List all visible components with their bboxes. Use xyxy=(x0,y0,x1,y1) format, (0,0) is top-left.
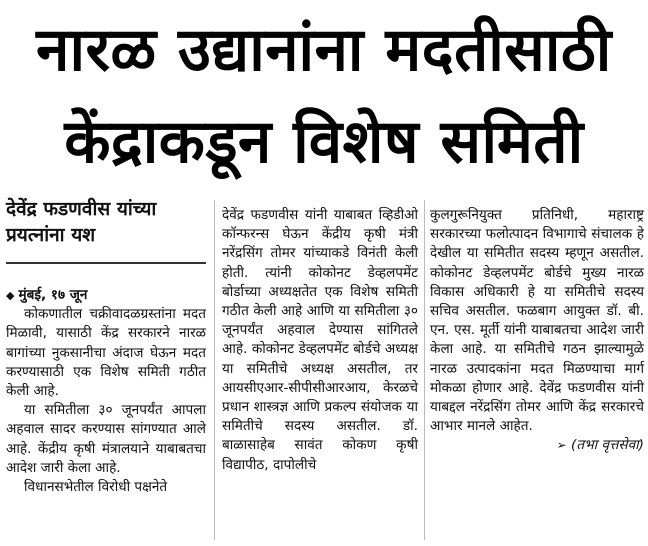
news-service-credit: (तभा वृत्तसेवा) xyxy=(571,437,644,454)
diamond-bullet-icon: ◆ xyxy=(6,289,15,302)
dateline: ◆ मुंबई, १७ जून xyxy=(6,287,88,303)
end-arrow-icon: ➢ xyxy=(556,438,567,453)
article-column-2 xyxy=(222,206,418,475)
paragraph: कोकणातील चक्रीवादळग्रस्तांना मदत मिळावी, यासाठी केंद्र सरकारने नारळ बागांच्या नुकसानीचा अंदाज घेऊन मदत करण्यासाठी एक विशेष समिती गठीत केली आहे. xyxy=(6,306,206,400)
paragraph: कुलगुरूनियुक्त प्रतिनिधी, महाराष्ट्र सरकारच्या फलोत्पादन विभागाचे संचालक हे देखील या समितीत सदस्य म्हणून असतील. कोकोनट डेव्हलपमेंट बोर्डचे मुख्य नारळ विकास अधिकारी हे या समितीचे सदस्य सचिव असतील. फळबाग आयुक्त डॉ. बी. एन. एस. मूर्ती यांनी याबाबतचा आदेश जारी केला आहे. या समितीचे गठन झाल्यामुळे नारळ उत्पादकांना मदत मिळण्याचा मार्ग मोकळा होणार आहे. देवेंद्र फडणवीस यांनी याबद्दल नरेंद्रसिंग तोमर आणि केंद्र सरकारचे आभार मानले आहेत. xyxy=(430,207,644,435)
column-divider-1 xyxy=(214,200,215,540)
headline-line-2: केंद्राकडून विशेष समिती xyxy=(64,107,584,177)
subheadline: देवेंद्र फडणवीस यांच्या प्रयत्नांना यश xyxy=(6,198,157,246)
headline xyxy=(0,4,648,188)
column-divider-2 xyxy=(424,200,425,540)
paragraph: देवेंद्र फडणवीस यांनी याबाबत व्हिडीओ कॉन्फरन्स घेऊन केंद्रीय कृषी मंत्री नरेंद्रसिंग तोमर यांच्याकडे विनंती केली होती. त्यांनी कोकोनट डेव्हलपमेंट बोर्डाच्या अध्यक्षतेत एक विशेष समिती गठीत केली आहे आणि या समितीला ३० जूनपर्यंत अहवाल देण्यास सांगितले आहे. कोकोनट डेव्हलपमेंट बोर्डचे अध्यक्ष या समितीचे अध्यक्ष असतील, तर आयसीएआर-सीपीसीआरआय, केरळचे प्रधान शास्त्रज्ञ आणि प्रकल्प संयोजक या समितीचे सदस्य असतील. डॉ. बाळासाहेब सावंत कोकण कृषी विद्यापीठ, दापोलीचे xyxy=(222,207,418,473)
subheadline-rule xyxy=(6,262,206,264)
paragraph: या समितीला ३० जूनपर्यंत आपला अहवाल सादर करण्यास सांगण्यात आले आहे. केंद्रीय कृषी मंत्रालयाने याबाबतचा आदेश जारी केला आहे. xyxy=(6,402,206,476)
article-column-1 xyxy=(6,286,206,497)
headline-line-1: नारळ उद्यानांना मदतीसाठी xyxy=(36,15,612,85)
article-column-3 xyxy=(430,206,644,456)
paragraph: विधानसभेतील विरोधी पक्षनेते xyxy=(24,479,168,496)
credit-line xyxy=(430,436,644,455)
